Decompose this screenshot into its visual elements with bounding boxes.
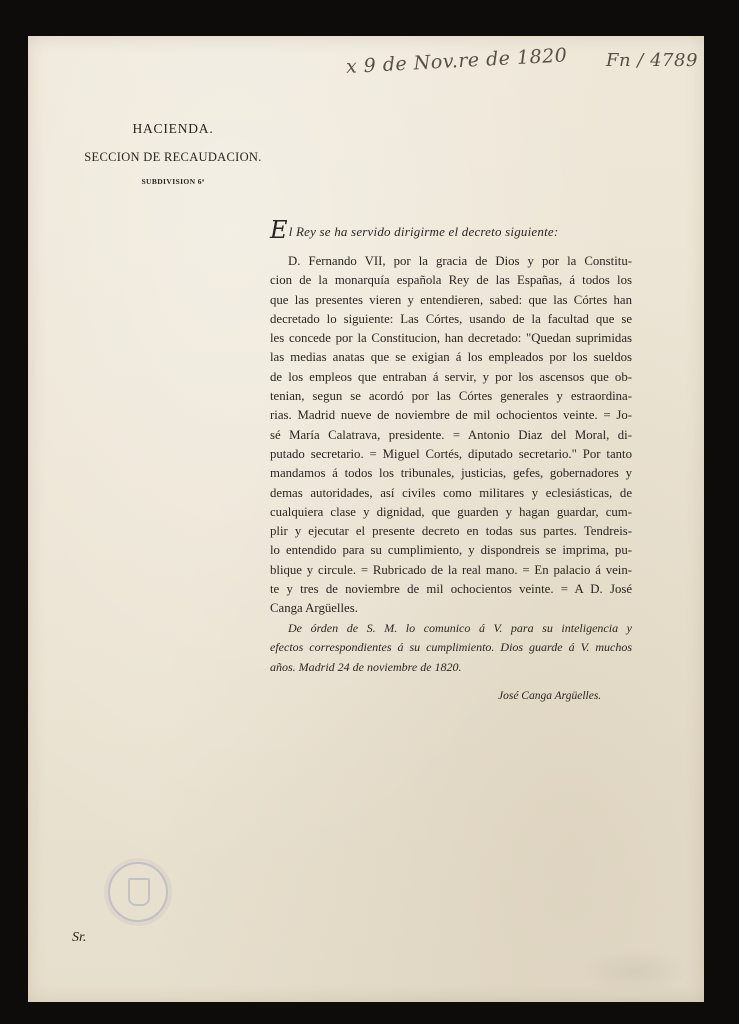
- section-heading: SECCION DE RECAUDACION.: [84, 150, 262, 164]
- decree-line: tenian, segun se acordó por las Córtes generales y estraordina-: [270, 389, 632, 404]
- decree-line: rias. Madrid nueve de noviembre de mil ochocientos veinte. = Jo-: [270, 408, 632, 423]
- department-heading: HACIENDA.: [132, 121, 214, 136]
- decree-line: que las presentes vieren y entendieren, sabed: que las Córtes han: [270, 292, 632, 307]
- decree-line: blique y circule. = Rubricado de la real mano. = En palacio á vein-: [270, 562, 632, 577]
- decree-line: mandamos á todos los tribunales, justicias, gefes, gobernadores y: [270, 466, 632, 481]
- handwritten-reference-number: Fn / 4789: [606, 50, 698, 71]
- decree-line: plir y ejecutar el presente decreto en todas sus partes. Tendreis-: [270, 524, 632, 539]
- decree-line: lo entendido para su cumplimiento, y dispondreis se imprima, pu-: [270, 543, 632, 558]
- decree-line: Canga Argüelles.: [270, 601, 358, 616]
- subdivision-heading: SUBDIVISION 6ª: [141, 177, 205, 186]
- decree-line: decretado lo siguiente: Las Córtes, usando de la facultad que se: [270, 311, 632, 326]
- decree-line: D. Fernando VII, por la gracia de Dios y por la Constitu-: [288, 254, 632, 268]
- intro-text: l Rey se ha servido dirigirme el decreto siguiente:: [288, 224, 559, 239]
- decree-line: demas autoridades, así civiles como militares y eclesiásticas, de: [270, 485, 632, 500]
- decree-line: sé María Calatrava, presidente. = Antonio Diaz del Moral, di-: [270, 427, 632, 442]
- decree-intro: [270, 216, 558, 244]
- closing-line: De órden de S. M. lo comunico á V. para su inteligencia y: [288, 621, 632, 635]
- closing-line: efectos correspondientes á su cumplimiento. Dios guarde á V. muchos: [270, 640, 632, 655]
- archive-seal-stamp: [108, 862, 168, 922]
- signature: José Canga Argüelles.: [498, 690, 602, 702]
- handwritten-date-note: x 9 de Nov.re de 1820: [345, 44, 568, 78]
- decree-line: les concede por la Constitucion, han decretado: "Quedan suprimidas: [270, 331, 632, 346]
- decree-line: las medias anatas que se exigian á los empleados por los sueldos: [270, 350, 632, 365]
- decree-line: te y tres de noviembre de mil ochocientos veinte. = A D. José: [270, 582, 632, 597]
- decree-body: [270, 252, 632, 619]
- paper-stain: [580, 948, 690, 994]
- decree-line: cualquiera clase y dignidad, que guarden y hagan guardar, cum-: [270, 504, 632, 519]
- decree-line: cion de la monarquía española Rey de las Españas, á todos los: [270, 273, 632, 288]
- addressee: Sr.: [72, 930, 87, 945]
- decree-line: de los empleos que entraban á servir, y por los ascensos que ob-: [270, 369, 632, 384]
- decree-line: putado secretario. = Miguel Cortés, diputado secretario." Por tanto: [270, 446, 632, 461]
- decorative-initial: E: [270, 216, 288, 244]
- document-page: [28, 36, 704, 1002]
- closing-line: años. Madrid 24 de noviembre de 1820.: [270, 659, 462, 674]
- closing-paragraph: [270, 619, 632, 677]
